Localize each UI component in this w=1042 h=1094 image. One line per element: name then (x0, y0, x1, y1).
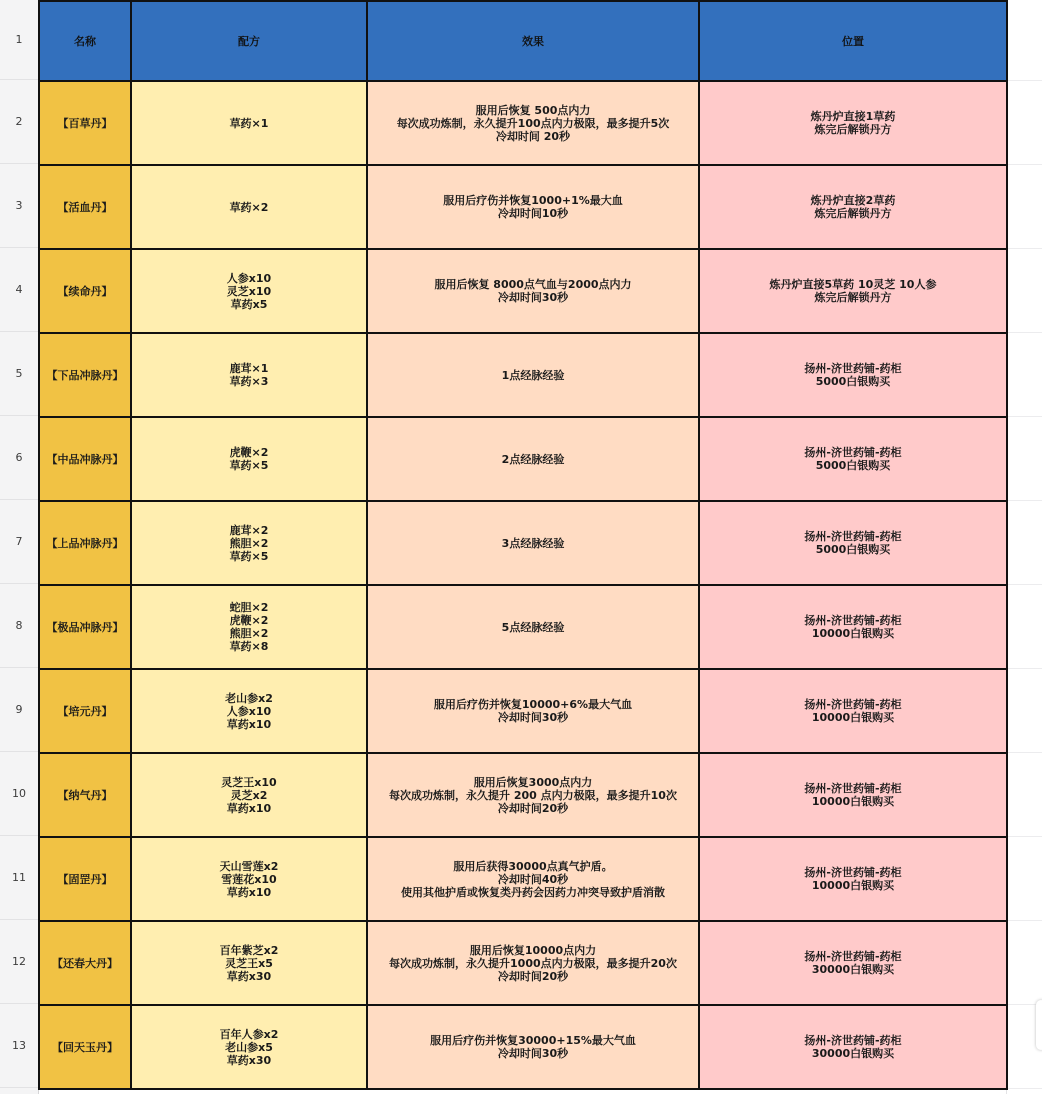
row-number[interactable]: 2 (0, 80, 38, 164)
table-row (39, 1005, 1007, 1089)
location-cell[interactable]: 扬州-济世药铺-药柜 30000白银购买 (699, 1005, 1007, 1089)
table-row (39, 921, 1007, 1005)
recipe-cell[interactable]: 百年人参x2 老山参x5 草药x30 (131, 1005, 367, 1089)
effect-cell[interactable]: 3点经脉经验 (367, 501, 699, 585)
recipe-cell[interactable]: 鹿茸×1 草药×3 (131, 333, 367, 417)
pill-recipe-table (38, 0, 1008, 1090)
effect-cell[interactable]: 服用后恢复10000点内力 每次成功炼制，永久提升1000点内力极限，最多提升20次 冷却时间20秒 (367, 921, 699, 1005)
table-row (39, 837, 1007, 921)
name-cell[interactable]: 【培元丹】 (39, 669, 131, 753)
row-number[interactable]: 7 (0, 500, 38, 584)
recipe-cell[interactable]: 天山雪莲x2 雪莲花x10 草药x10 (131, 837, 367, 921)
name-cell[interactable]: 【固罡丹】 (39, 837, 131, 921)
table-row (39, 249, 1007, 333)
recipe-cell[interactable]: 鹿茸×2 熊胆×2 草药×5 (131, 501, 367, 585)
location-cell[interactable]: 炼丹炉直接2草药 炼完后解锁丹方 (699, 165, 1007, 249)
header-location[interactable]: 位置 (699, 1, 1007, 81)
effect-cell[interactable]: 2点经脉经验 (367, 417, 699, 501)
table-row (39, 333, 1007, 417)
location-cell[interactable]: 扬州-济世药铺-药柜 5000白银购买 (699, 333, 1007, 417)
effect-cell[interactable]: 5点经脉经验 (367, 585, 699, 669)
header-name[interactable]: 名称 (39, 1, 131, 81)
location-cell[interactable]: 扬州-济世药铺-药柜 30000白银购买 (699, 921, 1007, 1005)
recipe-cell[interactable]: 百年紫芝x2 灵芝王x5 草药x30 (131, 921, 367, 1005)
table-row (39, 753, 1007, 837)
recipe-cell[interactable]: 蛇胆×2 虎鞭×2 熊胆×2 草药×8 (131, 585, 367, 669)
effect-cell[interactable]: 服用后恢复3000点内力 每次成功炼制，永久提升 200 点内力极限，最多提升10次 冷却时间20秒 (367, 753, 699, 837)
recipe-cell[interactable]: 草药×1 (131, 81, 367, 165)
effect-cell[interactable]: 服用后获得30000点真气护盾。 冷却时间40秒 使用其他护盾或恢复类丹药会因药力冲突导致护盾消散 (367, 837, 699, 921)
row-number[interactable]: 11 (0, 836, 38, 920)
table-row (39, 669, 1007, 753)
name-cell[interactable]: 【下品冲脉丹】 (39, 333, 131, 417)
row-number[interactable]: 4 (0, 248, 38, 332)
row-number[interactable]: 10 (0, 752, 38, 836)
row-number[interactable]: 1 (0, 0, 38, 80)
name-cell[interactable]: 【活血丹】 (39, 165, 131, 249)
location-cell[interactable]: 炼丹炉直接1草药 炼完后解锁丹方 (699, 81, 1007, 165)
recipe-cell[interactable]: 草药×2 (131, 165, 367, 249)
name-cell[interactable]: 【极品冲脉丹】 (39, 585, 131, 669)
table-row (39, 585, 1007, 669)
table-row (39, 165, 1007, 249)
name-cell[interactable]: 【上品冲脉丹】 (39, 501, 131, 585)
name-cell[interactable]: 【续命丹】 (39, 249, 131, 333)
table-row (39, 417, 1007, 501)
scrollbar-handle[interactable] (1036, 1000, 1042, 1050)
header-row (39, 1, 1007, 81)
row-number[interactable]: 13 (0, 1004, 38, 1088)
location-cell[interactable]: 扬州-济世药铺-药柜 10000白银购买 (699, 753, 1007, 837)
name-cell[interactable]: 【纳气丹】 (39, 753, 131, 837)
row-number[interactable]: 6 (0, 416, 38, 500)
row-number[interactable]: 5 (0, 332, 38, 416)
header-effect[interactable]: 效果 (367, 1, 699, 81)
row-number[interactable]: 12 (0, 920, 38, 1004)
effect-cell[interactable]: 服用后疗伤并恢复10000+6%最大气血 冷却时间30秒 (367, 669, 699, 753)
effect-cell[interactable]: 1点经脉经验 (367, 333, 699, 417)
recipe-cell[interactable]: 人参x10 灵芝x10 草药x5 (131, 249, 367, 333)
row-number[interactable]: 3 (0, 164, 38, 248)
location-cell[interactable]: 扬州-济世药铺-药柜 5000白银购买 (699, 501, 1007, 585)
header-recipe[interactable]: 配方 (131, 1, 367, 81)
location-cell[interactable]: 扬州-济世药铺-药柜 10000白银购买 (699, 669, 1007, 753)
row-number[interactable]: 8 (0, 584, 38, 668)
name-cell[interactable]: 【中品冲脉丹】 (39, 417, 131, 501)
effect-cell[interactable]: 服用后恢复 8000点气血与2000点内力 冷却时间30秒 (367, 249, 699, 333)
location-cell[interactable]: 扬州-济世药铺-药柜 10000白银购买 (699, 585, 1007, 669)
recipe-cell[interactable]: 虎鞭×2 草药×5 (131, 417, 367, 501)
effect-cell[interactable]: 服用后疗伤并恢复1000+1%最大血 冷却时间10秒 (367, 165, 699, 249)
table-row (39, 81, 1007, 165)
location-cell[interactable]: 扬州-济世药铺-药柜 10000白银购买 (699, 837, 1007, 921)
empty-column-area[interactable] (1006, 0, 1042, 1094)
row-number[interactable]: 9 (0, 668, 38, 752)
name-cell[interactable]: 【回天玉丹】 (39, 1005, 131, 1089)
recipe-cell[interactable]: 老山参x2 人参x10 草药x10 (131, 669, 367, 753)
table-row (39, 501, 1007, 585)
effect-cell[interactable]: 服用后疗伤并恢复30000+15%最大气血 冷却时间30秒 (367, 1005, 699, 1089)
location-cell[interactable]: 炼丹炉直接5草药 10灵芝 10人参 炼完后解锁丹方 (699, 249, 1007, 333)
name-cell[interactable]: 【还春大丹】 (39, 921, 131, 1005)
effect-cell[interactable]: 服用后恢复 500点内力 每次成功炼制，永久提升100点内力极限，最多提升5次 冷却时间 20秒 (367, 81, 699, 165)
name-cell[interactable]: 【百草丹】 (39, 81, 131, 165)
location-cell[interactable]: 扬州-济世药铺-药柜 5000白银购买 (699, 417, 1007, 501)
recipe-cell[interactable]: 灵芝王x10 灵芝x2 草药x10 (131, 753, 367, 837)
